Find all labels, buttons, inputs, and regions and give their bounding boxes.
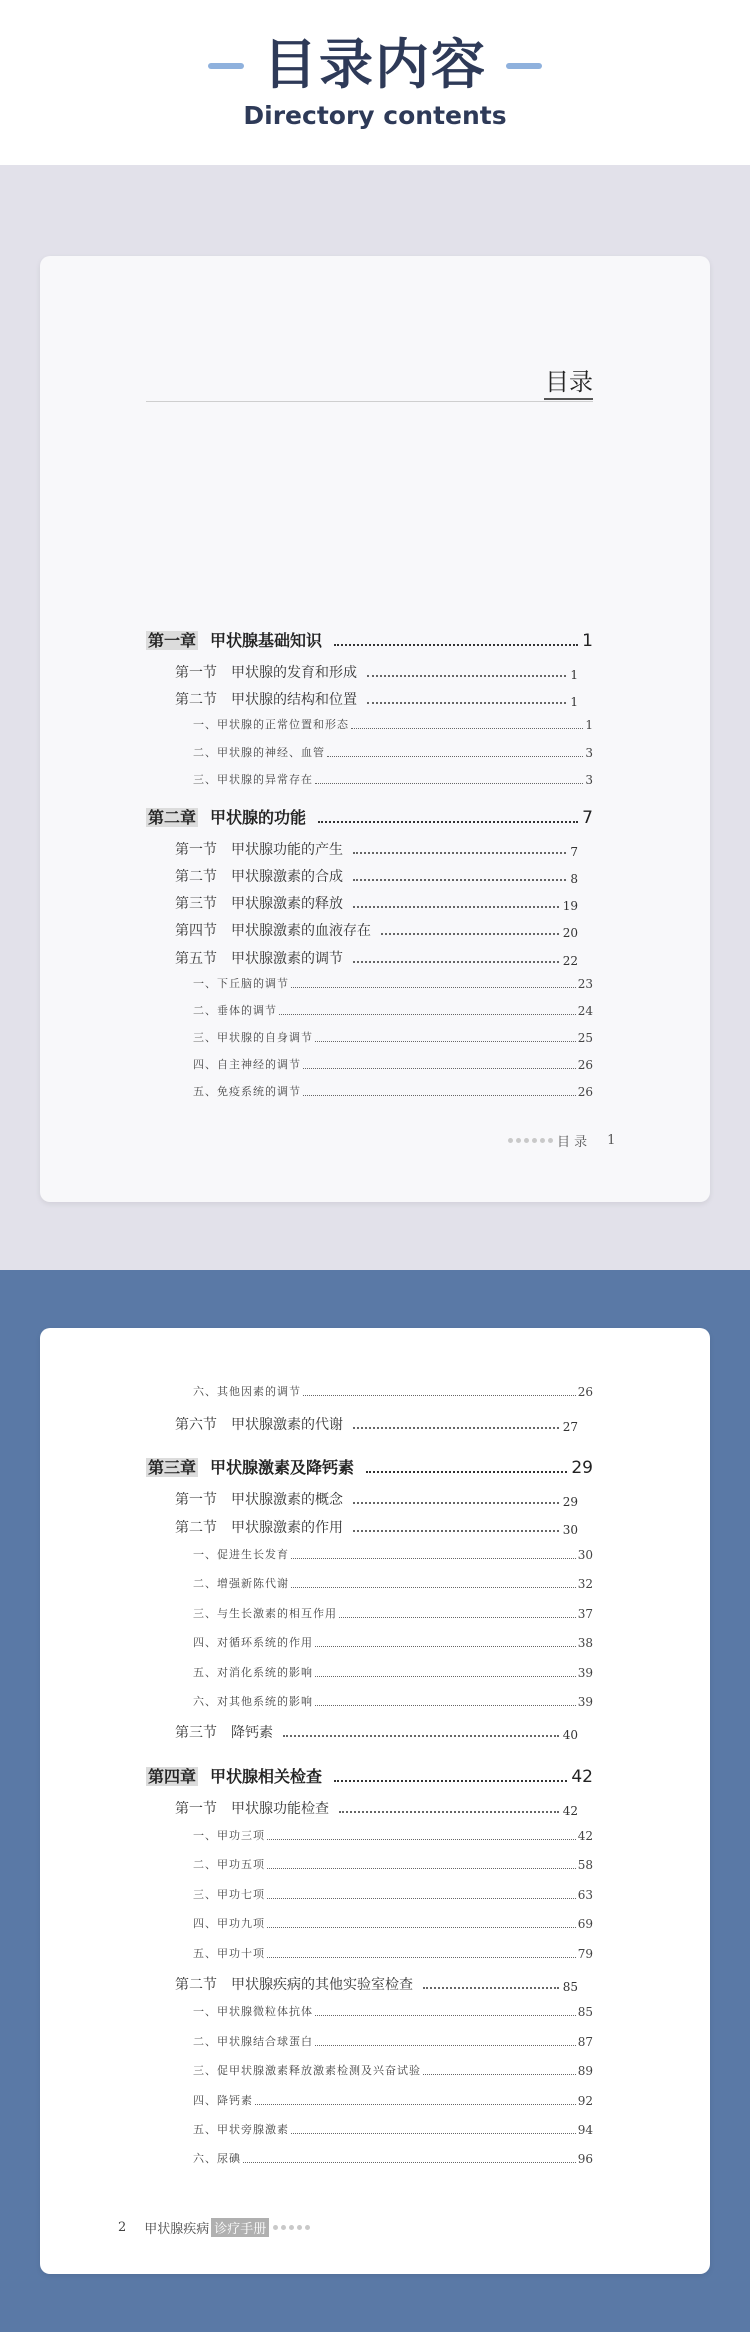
toc-entry-label — [175, 1489, 343, 1509]
toc-page-number: 85 — [562, 1980, 578, 1994]
toc-leader-dots — [303, 1068, 576, 1069]
toc-item-row — [193, 1546, 593, 1562]
toc-page-number: 23 — [577, 977, 593, 991]
toc-entry-number: 第二章 — [148, 808, 197, 827]
toc-page-number: 42 — [577, 1829, 593, 1843]
toc-item-row — [193, 1664, 593, 1680]
toc-chapter-row — [146, 805, 593, 828]
toc-entry-title: 二、垂体的调节 — [193, 1004, 277, 1017]
toc-entry-number: 第四节 — [175, 923, 217, 939]
toc-page-number: 30 — [562, 1523, 578, 1537]
toc-entry-label — [193, 1056, 301, 1072]
toc-entry-title: 四、甲功九项 — [193, 1917, 265, 1930]
page-2-footer — [118, 2218, 314, 2237]
toc-page-number: 39 — [577, 1695, 593, 1709]
toc-section-row — [175, 1517, 578, 1537]
toc-entry-title: 三、促甲状腺激素释放激素检测及兴奋试验 — [193, 2064, 421, 2077]
toc-page-number: 29 — [571, 1458, 593, 1478]
toc-leader-dots — [291, 987, 576, 988]
toc-leader-dots — [353, 1502, 559, 1504]
toc-leader-dots — [267, 1839, 576, 1840]
toc-page-number: 29 — [562, 1495, 578, 1509]
toc-entry-label — [193, 1029, 313, 1045]
toc-page-number: 26 — [577, 1058, 593, 1072]
toc-leader-dots — [291, 2133, 576, 2134]
toc-entry-title: 三、甲状腺的自身调节 — [193, 1031, 313, 1044]
toc-entry-label — [193, 744, 325, 760]
toc-entry-number: 第一章 — [148, 631, 197, 650]
toc-item-row — [193, 1856, 593, 1872]
toc-entry-title: 五、甲状旁腺激素 — [193, 2123, 289, 2136]
toc-entry-number: 第二节 — [175, 1977, 217, 1993]
toc-heading-rule — [146, 401, 593, 402]
toc-entry-title: 五、对消化系统的影响 — [193, 1666, 313, 1679]
toc-entry-label — [193, 1856, 265, 1872]
toc-leader-dots — [334, 644, 578, 646]
toc-entry-title: 甲状腺激素的释放 — [231, 896, 343, 912]
toc-leader-dots — [315, 783, 583, 784]
toc-entry-number: 第一节 — [175, 842, 217, 858]
toc-page-number: 37 — [577, 1607, 593, 1621]
toc-item-row — [193, 1029, 593, 1045]
toc-entry-title: 甲状腺激素的代谢 — [231, 1417, 343, 1433]
toc-entry-title: 一、促进生长发育 — [193, 1548, 289, 1561]
toc-leader-dots — [291, 1558, 576, 1559]
toc-entry-title: 甲状腺的功能 — [210, 808, 307, 827]
toc-entry-label — [193, 771, 313, 787]
toc-leader-dots — [327, 756, 583, 757]
toc-entry-label — [175, 1798, 329, 1818]
toc-entry-label — [146, 628, 322, 651]
toc-item-row — [193, 716, 593, 732]
toc-leader-dots — [423, 2074, 576, 2075]
toc-page-number: 87 — [577, 2035, 593, 2049]
toc-leader-dots — [381, 933, 559, 935]
toc-section-row — [175, 1798, 578, 1818]
toc-entry-label — [146, 805, 306, 828]
toc-leader-dots — [334, 1780, 567, 1782]
toc-page-number: 40 — [562, 1728, 578, 1742]
toc-entry-number: 第一节 — [175, 1492, 217, 1508]
toc-entry-title: 甲状腺基础知识 — [210, 631, 323, 650]
toc-entry-title: 甲状腺激素的概念 — [231, 1492, 343, 1508]
toc-chapter-row — [146, 628, 593, 651]
toc-page-number: 7 — [570, 845, 578, 859]
toc-leader-dots — [353, 852, 566, 854]
toc-section-row — [175, 662, 578, 682]
toc-entry-number: 第四章 — [148, 1767, 197, 1786]
toc-section-row — [175, 920, 578, 940]
toc-page-number: 26 — [577, 1385, 593, 1399]
toc-leader-dots — [423, 1987, 559, 1989]
toc-leader-dots — [303, 1095, 576, 1096]
toc-leader-dots — [353, 1530, 559, 1532]
toc-leader-dots — [353, 879, 566, 881]
footer-page-number: 1 — [607, 1133, 616, 1148]
toc-page-number: 42 — [571, 1767, 593, 1787]
toc-entry-label — [193, 1915, 265, 1931]
toc-entry-title: 五、免疫系统的调节 — [193, 1085, 301, 1098]
toc-section-row — [175, 948, 578, 968]
toc-leader-dots — [339, 1617, 576, 1618]
toc-section-row — [175, 1414, 578, 1434]
toc-entry-label — [175, 866, 343, 886]
toc-entry-number: 第五节 — [175, 951, 217, 967]
toc-entry-title: 一、甲状腺的正常位置和形态 — [193, 718, 349, 731]
toc-entry-title: 甲状腺功能检查 — [231, 1801, 329, 1817]
toc-page-number: 69 — [577, 1917, 593, 1931]
toc-page-number: 94 — [577, 2123, 593, 2137]
toc-page-number: 19 — [562, 899, 578, 913]
toc-section-row — [175, 689, 578, 709]
toc-entry-title: 甲状腺功能的产生 — [231, 842, 343, 858]
toc-entry-number: 第一节 — [175, 665, 217, 681]
toc-entry-label — [193, 1605, 337, 1621]
page-header — [0, 0, 750, 165]
toc-section-row — [175, 1489, 578, 1509]
toc-section-row — [175, 839, 578, 859]
toc-section-row — [175, 893, 578, 913]
toc-entry-title: 四、对循环系统的作用 — [193, 1636, 313, 1649]
toc-item-row — [193, 1827, 593, 1843]
toc-entry-label — [175, 1974, 413, 1994]
footer-dots — [508, 1138, 553, 1143]
toc-entry-label — [193, 2033, 313, 2049]
toc-leader-dots — [303, 1395, 576, 1396]
toc-entry-label — [175, 1517, 343, 1537]
title-dash-right — [506, 63, 542, 69]
toc-entry-label — [193, 1664, 313, 1680]
toc-item-row — [193, 1945, 593, 1961]
toc-chapter-row — [146, 1764, 593, 1787]
toc-page-number: 58 — [577, 1858, 593, 1872]
toc-entry-label — [175, 1414, 343, 1434]
toc-entry-title: 甲状腺的结构和位置 — [231, 692, 357, 708]
toc-item-row — [193, 744, 593, 760]
toc-leader-dots — [279, 1014, 576, 1015]
toc-page-number: 1 — [570, 695, 578, 709]
toc-entry-label — [175, 1722, 273, 1742]
toc-entry-label — [193, 975, 289, 991]
toc-entry-title: 四、自主神经的调节 — [193, 1058, 301, 1071]
toc-entry-label — [193, 2092, 253, 2108]
toc-item-row — [193, 1575, 593, 1591]
toc-leader-dots — [315, 1676, 576, 1677]
toc-section-row — [175, 1974, 578, 1994]
toc-entry-title: 六、对其他系统的影响 — [193, 1695, 313, 1708]
toc-item-row — [193, 1002, 593, 1018]
toc-item-row — [193, 1056, 593, 1072]
toc-entry-title: 甲状腺激素的血液存在 — [231, 923, 371, 939]
toc-entry-number: 第六节 — [175, 1417, 217, 1433]
toc-entry-label — [193, 1827, 265, 1843]
toc-entry-label — [193, 716, 349, 732]
toc-leader-dots — [291, 1587, 576, 1588]
toc-item-row — [193, 975, 593, 991]
toc-leader-dots — [267, 1868, 576, 1869]
toc-page-number: 20 — [562, 926, 578, 940]
toc-entry-title: 一、下丘脑的调节 — [193, 977, 289, 990]
toc-item-row — [193, 1693, 593, 1709]
toc-leader-dots — [353, 961, 559, 963]
toc-chapter-row — [146, 1455, 593, 1478]
toc-entry-title: 二、甲状腺结合球蛋白 — [193, 2035, 313, 2048]
toc-entry-label — [193, 1383, 301, 1399]
toc-leader-dots — [315, 2045, 576, 2046]
toc-item-row — [193, 2033, 593, 2049]
page-1-footer — [508, 1131, 615, 1150]
toc-page-number: 3 — [585, 773, 593, 787]
toc-entry-label — [175, 920, 371, 940]
toc-entry-number: 第一节 — [175, 1801, 217, 1817]
toc-entry-label — [193, 1546, 289, 1562]
toc-leader-dots — [315, 2015, 576, 2016]
toc-leader-dots — [267, 1927, 576, 1928]
toc-entry-title: 甲状腺激素的合成 — [231, 869, 343, 885]
toc-item-row — [193, 2150, 593, 2166]
toc-entry-label — [193, 1634, 313, 1650]
toc-entry-title: 甲状腺疾病的其他实验室检查 — [231, 1977, 413, 1993]
toc-leader-dots — [315, 1646, 576, 1647]
footer-book-title: 甲状腺疾病 — [144, 2222, 210, 2237]
toc-page-number: 27 — [562, 1420, 578, 1434]
toc-page-number: 32 — [577, 1577, 593, 1591]
toc-leader-dots — [255, 2104, 576, 2105]
toc-entry-title: 四、降钙素 — [193, 2094, 253, 2107]
toc-entry-title: 一、甲状腺微粒体抗体 — [193, 2005, 313, 2018]
toc-item-row — [193, 2003, 593, 2019]
toc-entry-number: 第二节 — [175, 869, 217, 885]
toc-entry-title: 降钙素 — [231, 1725, 273, 1741]
toc-page-number: 26 — [577, 1085, 593, 1099]
toc-entry-title: 六、其他因素的调节 — [193, 1385, 301, 1398]
toc-entry-label — [193, 1945, 265, 1961]
toc-leader-dots — [367, 702, 566, 704]
toc-page-number: 79 — [577, 1947, 593, 1961]
toc-leader-dots — [351, 728, 583, 729]
toc-entry-title: 三、甲状腺的异常存在 — [193, 773, 313, 786]
toc-page-number: 22 — [562, 954, 578, 968]
toc-page-number: 1 — [570, 668, 578, 682]
page-title: 目录内容 — [263, 33, 487, 96]
toc-entry-title: 三、与生长激素的相互作用 — [193, 1607, 337, 1620]
footer-dots — [273, 2225, 310, 2230]
toc-item-row — [193, 1605, 593, 1621]
toc-leader-dots — [339, 1811, 559, 1813]
toc-heading-underline — [544, 398, 593, 400]
toc-entry-label — [193, 1002, 277, 1018]
toc-page-number: 1 — [585, 718, 593, 732]
toc-entry-title: 甲状腺激素及降钙素 — [210, 1458, 355, 1477]
toc-entry-title: 三、甲功七项 — [193, 1888, 265, 1901]
toc-entry-title: 一、甲功三项 — [193, 1829, 265, 1842]
toc-entry-label — [193, 2121, 289, 2137]
toc-page-number: 63 — [577, 1888, 593, 1902]
toc-item-row — [193, 2092, 593, 2108]
toc-item-row — [193, 1886, 593, 1902]
toc-page-number: 25 — [577, 1031, 593, 1045]
toc-leader-dots — [283, 1735, 559, 1737]
toc-entry-number: 第二节 — [175, 692, 217, 708]
footer-label: 目 录 — [557, 1135, 588, 1150]
toc-section-row — [175, 1722, 578, 1742]
footer-page-number: 2 — [118, 2220, 127, 2235]
toc-entry-number: 第三节 — [175, 896, 217, 912]
toc-entry-label — [175, 948, 343, 968]
toc-entry-label — [146, 1455, 354, 1478]
toc-entry-title: 二、甲功五项 — [193, 1858, 265, 1871]
toc-entry-label — [175, 839, 343, 859]
toc-item-row — [193, 1915, 593, 1931]
toc-entry-title: 二、增强新陈代谢 — [193, 1577, 289, 1590]
toc-page-number: 42 — [562, 1804, 578, 1818]
toc-page-number: 85 — [577, 2005, 593, 2019]
toc-entry-label — [193, 1693, 313, 1709]
toc-entry-label — [193, 1886, 265, 1902]
toc-page-number: 96 — [577, 2152, 593, 2166]
toc-entry-label — [193, 1083, 301, 1099]
toc-entry-title: 五、甲功十项 — [193, 1947, 265, 1960]
toc-item-row — [193, 1383, 593, 1399]
toc-leader-dots — [267, 1898, 576, 1899]
toc-entry-number: 第二节 — [175, 1520, 217, 1536]
toc-item-row — [193, 1083, 593, 1099]
toc-page-number: 8 — [570, 872, 578, 886]
toc-entry-title: 甲状腺的发育和形成 — [231, 665, 357, 681]
toc-page-number: 3 — [585, 746, 593, 760]
toc-item-row — [193, 1634, 593, 1650]
toc-page-number: 24 — [577, 1004, 593, 1018]
toc-heading: 目录 — [545, 368, 593, 396]
toc-entry-label — [146, 1764, 322, 1787]
toc-section-row — [175, 866, 578, 886]
toc-leader-dots — [267, 1957, 576, 1958]
toc-entry-title: 甲状腺激素的调节 — [231, 951, 343, 967]
toc-page-number: 30 — [577, 1548, 593, 1562]
toc-leader-dots — [353, 906, 559, 908]
toc-leader-dots — [366, 1471, 567, 1473]
toc-entry-number: 第三节 — [175, 1725, 217, 1741]
toc-entry-number: 第三章 — [148, 1458, 197, 1477]
toc-leader-dots — [353, 1427, 559, 1429]
toc-page-number: 7 — [582, 808, 593, 828]
toc-item-row — [193, 2062, 593, 2078]
toc-entry-title: 甲状腺激素的作用 — [231, 1520, 343, 1536]
toc-entry-label — [175, 689, 357, 709]
title-row — [0, 30, 750, 100]
toc-item-row — [193, 771, 593, 787]
toc-entry-title: 六、尿碘 — [193, 2152, 241, 2165]
toc-page-number: 38 — [577, 1636, 593, 1650]
toc-entry-title: 二、甲状腺的神经、血管 — [193, 746, 325, 759]
toc-entry-label — [175, 662, 357, 682]
toc-leader-dots — [367, 675, 566, 677]
toc-leader-dots — [318, 821, 578, 823]
toc-entry-label — [193, 2003, 313, 2019]
toc-leader-dots — [243, 2162, 576, 2163]
toc-leader-dots — [315, 1041, 576, 1042]
toc-item-row — [193, 2121, 593, 2137]
toc-entry-label — [193, 2062, 421, 2078]
toc-entry-label — [175, 893, 343, 913]
page-subtitle: Directory contents — [243, 101, 507, 130]
toc-entry-title: 甲状腺相关检查 — [210, 1767, 323, 1786]
toc-page-number: 39 — [577, 1666, 593, 1680]
toc-page-number: 92 — [577, 2094, 593, 2108]
toc-leader-dots — [315, 1705, 576, 1706]
toc-entry-label — [193, 2150, 241, 2166]
toc-page-number: 89 — [577, 2064, 593, 2078]
footer-book-highlight: 诊疗手册 — [211, 2218, 269, 2237]
toc-page-number: 1 — [582, 631, 593, 651]
toc-entry-label — [193, 1575, 289, 1591]
